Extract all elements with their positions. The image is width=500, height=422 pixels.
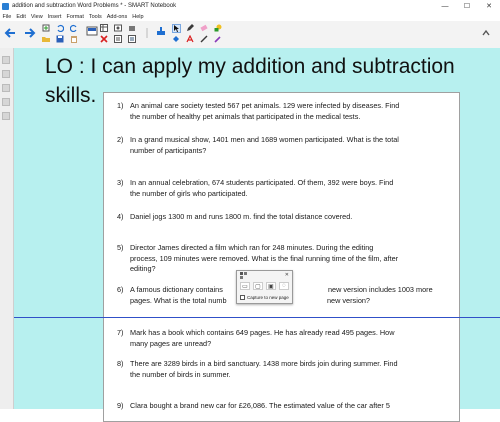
- shapes-tool-icon[interactable]: [214, 24, 222, 32]
- capture-screen-button[interactable]: ▣: [266, 282, 276, 290]
- page-sorter-icon[interactable]: [114, 35, 122, 43]
- menu-bar: [0, 12, 500, 21]
- worksheet-image[interactable]: [103, 92, 460, 422]
- capture-new-page-checkbox[interactable]: [240, 295, 245, 300]
- question-number: 4): [117, 212, 124, 221]
- question-number: 5): [117, 243, 124, 252]
- question-number: 8): [117, 359, 124, 368]
- question-line: editing?: [130, 264, 156, 273]
- question-number: 3): [117, 178, 124, 187]
- question-7: [117, 328, 447, 349]
- question-number: 7): [117, 328, 124, 337]
- magic-pen-icon[interactable]: [214, 35, 222, 43]
- capture-icon[interactable]: [114, 24, 122, 32]
- question-line: Director James directed a film which ran for 248 minutes. During the editing: [130, 243, 374, 252]
- question-line: new version includes 1003 more: [328, 285, 433, 294]
- question-line: A famous dictionary contains: [130, 285, 223, 294]
- window-title: addition and subtraction Word Problems * - SMART Notebook: [12, 3, 177, 9]
- capture-toolbar-header[interactable]: [237, 271, 292, 279]
- menu-edit[interactable]: Edit: [16, 13, 26, 20]
- menu-insert[interactable]: Insert: [47, 13, 62, 20]
- toolbar-divider: [143, 28, 151, 38]
- question-line: pages. What is the total numb: [130, 295, 227, 305]
- menu-view[interactable]: View: [30, 13, 43, 20]
- side-tabs-bar: [0, 48, 14, 409]
- full-screen-icon[interactable]: [128, 35, 136, 43]
- delete-icon[interactable]: [100, 35, 108, 43]
- question-line: An animal care society tested 567 pet animals. 129 were infected by diseases. Find: [130, 101, 400, 110]
- undo-icon[interactable]: [56, 24, 64, 32]
- question-line: Clara bought a brand new car for £26,086. The estimated value of the car after 5: [130, 401, 390, 410]
- screen-shade-icon[interactable]: [86, 26, 100, 38]
- notebook-page-canvas[interactable]: [14, 48, 500, 409]
- question-line: the number of girls who participated.: [130, 188, 248, 198]
- question-8: [117, 359, 447, 380]
- menu-file[interactable]: File: [2, 13, 12, 20]
- fill-tool-icon[interactable]: [172, 35, 180, 43]
- question-1: [117, 101, 447, 122]
- question-number: 6): [117, 285, 124, 294]
- question-number: 1): [117, 101, 124, 110]
- table-icon[interactable]: [100, 24, 108, 32]
- smart-notebook-app-icon: [2, 3, 9, 10]
- redo-icon[interactable]: [70, 24, 78, 32]
- attachments-tab-icon[interactable]: [2, 84, 10, 92]
- line-tool-icon[interactable]: [200, 35, 208, 43]
- capture-window-button[interactable]: ▢: [253, 282, 263, 290]
- question-3: [117, 178, 447, 199]
- pen-tool-icon[interactable]: [186, 24, 194, 32]
- question-9: [117, 401, 447, 412]
- eraser-tool-icon[interactable]: [200, 24, 208, 32]
- question-line: Mark has a book which contains 649 pages. He has already read 495 pages. How: [130, 328, 395, 337]
- question-line: the number of healthy pet animals that participated in the medical tests.: [130, 111, 361, 121]
- capture-toolbar[interactable]: [236, 270, 293, 304]
- question-line: process, 109 minutes were removed. What is the final running time of the film, after: [130, 253, 399, 263]
- learning-objective-text[interactable]: LO : I can apply my addition and subtraction skills.: [45, 55, 455, 107]
- add-page-icon[interactable]: [42, 24, 50, 32]
- toolbar-scroll-arrow-icon[interactable]: [480, 27, 492, 39]
- main-toolbar: [0, 21, 500, 49]
- question-number: 9): [117, 401, 124, 410]
- document-camera-icon[interactable]: [128, 24, 136, 32]
- question-4: [117, 212, 447, 223]
- question-2: [117, 135, 447, 156]
- capture-freehand-button[interactable]: ◌: [279, 282, 289, 290]
- gallery-tab-icon[interactable]: [2, 70, 10, 78]
- question-line: There are 3289 birds in a bird sanctuary. 1438 more birds join during summer. Find: [130, 359, 398, 368]
- capture-area-button[interactable]: ▭: [240, 282, 250, 290]
- capture-new-page-label: Capture to new page: [247, 294, 289, 300]
- open-folder-icon[interactable]: [42, 35, 50, 43]
- add-ons-tab-icon[interactable]: [2, 112, 10, 120]
- question-line: many pages are unread?: [130, 338, 212, 348]
- properties-tab-icon[interactable]: [2, 98, 10, 106]
- menu-help[interactable]: Help: [132, 13, 144, 20]
- page-sorter-tab-icon[interactable]: [2, 56, 10, 64]
- question-line: number of participants?: [130, 145, 207, 155]
- select-tool-icon[interactable]: [172, 24, 181, 33]
- capture-toolbar-logo-icon: [240, 272, 252, 279]
- minimize-button[interactable]: —: [441, 2, 449, 10]
- question-line: the number of birds in summer.: [130, 369, 231, 379]
- save-icon[interactable]: [56, 35, 64, 43]
- window-controls: [434, 0, 500, 12]
- menu-format[interactable]: Format: [66, 13, 84, 20]
- question-number: 2): [117, 135, 124, 144]
- question-line: In an annual celebration, 674 students participated. Of them, 392 were boys. Find: [130, 178, 394, 187]
- hand-pointer-icon[interactable]: [155, 25, 167, 37]
- question-line: Daniel jogs 1300 m and runs 1800 m. find the total distance covered.: [130, 212, 353, 221]
- forward-arrow-icon[interactable]: [24, 27, 36, 39]
- page-break-line: [14, 317, 500, 318]
- question-line: In a grand musical show, 1401 men and 1689 women participated. What is the total: [130, 135, 399, 144]
- capture-toolbar-close-icon[interactable]: ✕: [284, 272, 289, 278]
- menu-add-ons[interactable]: Add-ons: [106, 13, 128, 20]
- question-line: new version?: [327, 295, 370, 305]
- close-button[interactable]: ✕: [486, 3, 492, 10]
- menu-tools[interactable]: Tools: [88, 13, 102, 20]
- paste-icon[interactable]: [70, 35, 78, 43]
- back-arrow-icon[interactable]: [4, 27, 16, 39]
- maximize-button[interactable]: ☐: [463, 3, 471, 10]
- text-tool-icon[interactable]: [186, 35, 194, 43]
